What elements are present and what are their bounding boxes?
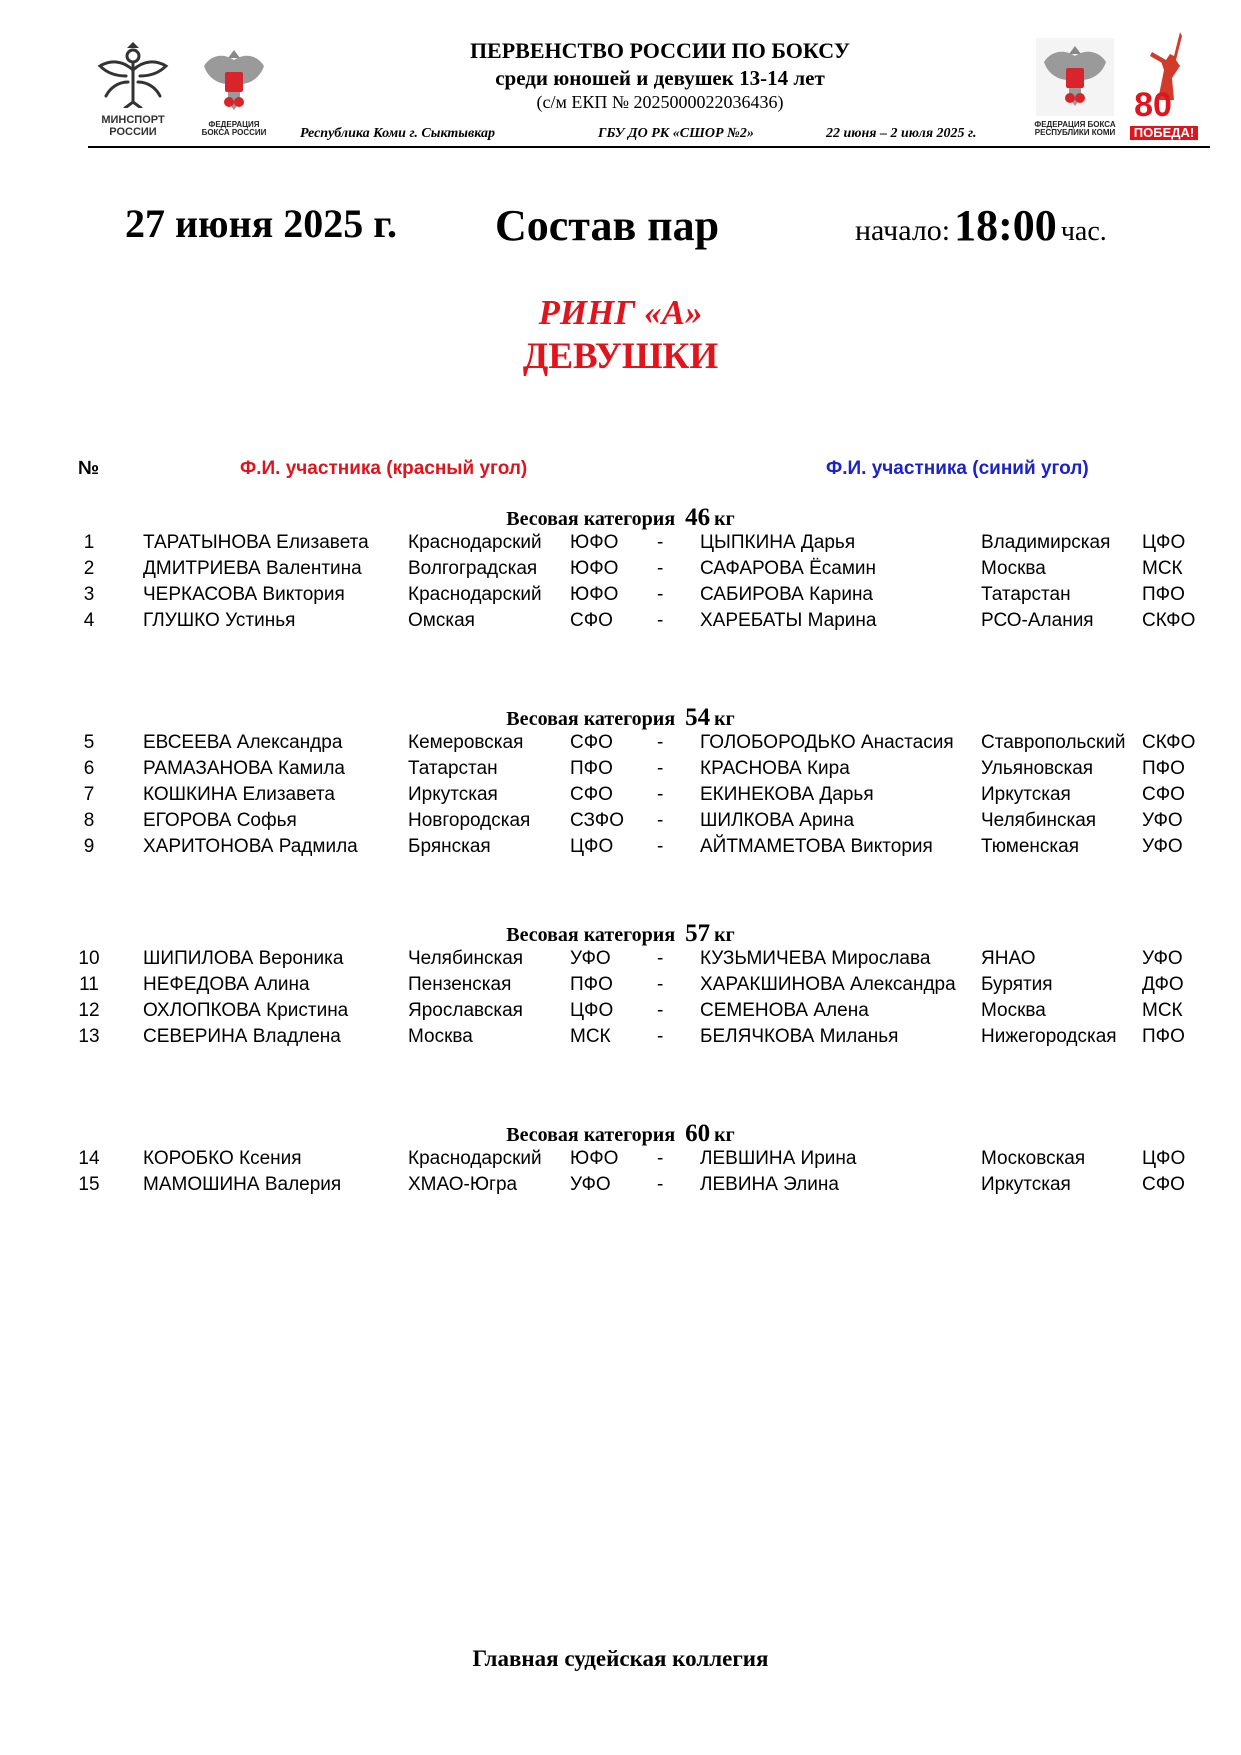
blue-district: ДФО (1142, 974, 1184, 995)
red-name: ЕГОРОВА Софья (143, 810, 297, 831)
red-name: ШИПИЛОВА Вероника (143, 948, 344, 969)
weight-unit: кг (714, 708, 735, 730)
blue-district: ПФО (1142, 758, 1185, 779)
red-region: Москва (408, 1026, 473, 1047)
weight-category-heading (0, 704, 1241, 732)
blue-district: МСК (1142, 1000, 1183, 1021)
minsport-logo (92, 42, 174, 138)
red-name: РАМАЗАНОВА Камила (143, 758, 345, 779)
bout-number: 3 (83, 584, 95, 605)
blue-name: ХАРАКШИНОВА Александра (700, 974, 956, 995)
blue-region: Владимирская (981, 532, 1111, 553)
vs-dash: - (657, 948, 664, 969)
red-name: КОШКИНА Елизавета (143, 784, 335, 805)
judging-panel-signature: Главная судейская коллегия (472, 1646, 769, 1671)
red-district: ЦФО (570, 836, 614, 857)
weight-value: 60 (685, 1120, 711, 1147)
vs-dash: - (657, 1026, 664, 1047)
komi-federation-eagle-icon (1036, 38, 1114, 116)
red-name: ГЛУШКО Устинья (143, 610, 296, 631)
blue-region: Москва (981, 558, 1046, 579)
start-label: начало: (855, 214, 951, 247)
weight-category-label: Весовая категория (506, 924, 676, 946)
bout-number: 2 (83, 558, 95, 579)
weight-category-heading (0, 504, 1241, 532)
blue-region: Москва (981, 1000, 1046, 1021)
vs-dash: - (657, 532, 664, 553)
red-name: НЕФЕДОВА Алина (143, 974, 310, 995)
blue-name: ШИЛКОВА Арина (700, 810, 855, 831)
red-name: ХАРИТОНОВА Радмила (143, 836, 358, 857)
vs-dash: - (657, 758, 664, 779)
blue-district: ЦФО (1142, 532, 1186, 553)
event-venue: ГБУ ДО РК «СШОР №2» (598, 126, 754, 141)
pair-row (0, 532, 1241, 558)
blue-district: УФО (1142, 836, 1183, 857)
pair-row (0, 732, 1241, 758)
blue-district: УФО (1142, 810, 1183, 831)
eagle-icon (92, 42, 174, 108)
blue-name: СЕМЕНОВА Алена (700, 1000, 869, 1021)
bout-number: 4 (83, 610, 95, 631)
blue-region: Челябинская (981, 810, 1097, 831)
weight-value: 46 (685, 504, 711, 531)
blue-name: АЙТМАМЕТОВА Виктория (700, 836, 933, 857)
red-district: СФО (570, 732, 613, 753)
blue-name: ХАРЕБАТЫ Марина (700, 610, 877, 631)
bout-number: 5 (83, 732, 95, 753)
weight-unit: кг (714, 924, 735, 946)
vs-dash: - (657, 558, 664, 579)
vs-dash: - (657, 732, 664, 753)
start-unit: час. (1060, 216, 1107, 247)
weight-value: 57 (685, 920, 711, 947)
event-subtitle: среди юношей и девушек 13-14 лет (495, 66, 825, 90)
blue-name: КУЗЬМИЧЕВА Мирослава (700, 948, 931, 969)
bout-number: 15 (78, 1174, 100, 1195)
red-region: Краснодарский (408, 1148, 542, 1169)
red-region: Новгородская (408, 810, 531, 831)
event-title: ПЕРВЕНСТВО РОССИИ ПО БОКСУ (469, 38, 851, 63)
column-header-number: № (78, 458, 100, 479)
red-district: СФО (570, 784, 613, 805)
red-district: СФО (570, 610, 613, 631)
blue-region: Московская (981, 1148, 1086, 1169)
red-district: УФО (570, 1174, 611, 1195)
red-region: Пензенская (408, 974, 512, 995)
bout-number: 14 (78, 1148, 100, 1169)
weight-category-heading (0, 1120, 1241, 1148)
blue-district: УФО (1142, 948, 1183, 969)
blue-name: ЛЕВШИНА Ирина (700, 1148, 857, 1169)
minsport-caption: МИНСПОРТ РОССИИ (101, 114, 165, 138)
blue-region: Татарстан (981, 584, 1071, 605)
blue-region: Тюменская (981, 836, 1080, 857)
red-region: ХМАО-Югра (408, 1174, 518, 1195)
vs-dash: - (657, 1174, 664, 1195)
fbk-caption: ФЕДЕРАЦИЯ БОКСА РЕСПУБЛИКИ КОМИ (1034, 120, 1116, 138)
red-district: ЮФО (570, 558, 619, 579)
pair-row (0, 584, 1241, 610)
red-region: Ярославская (408, 1000, 523, 1021)
red-district: ПФО (570, 974, 613, 995)
red-name: СЕВЕРИНА Владлена (143, 1026, 341, 1047)
blue-district: СФО (1142, 1174, 1185, 1195)
bout-number: 6 (83, 758, 95, 779)
blue-district: ПФО (1142, 584, 1185, 605)
start-time: 18:00 (954, 201, 1057, 250)
victory-number: 80 (1134, 86, 1172, 124)
federation-eagle-icon (198, 44, 270, 116)
vs-dash: - (657, 836, 664, 857)
blue-name: БЕЛЯЧКОВА Миланья (700, 1026, 899, 1047)
column-header-blue-corner: Ф.И. участника (синий угол) (826, 458, 1089, 479)
red-region: Иркутская (408, 784, 498, 805)
red-name: МАМОШИНА Валерия (143, 1174, 342, 1195)
vs-dash: - (657, 974, 664, 995)
pair-row (0, 974, 1241, 1000)
weight-unit: кг (714, 508, 735, 530)
blue-region: Иркутская (981, 1174, 1071, 1195)
pair-row (0, 1174, 1241, 1200)
red-region: Челябинская (408, 948, 524, 969)
blue-name: ГОЛОБОРОДЬКО Анастасия (700, 732, 954, 753)
pair-row (0, 610, 1241, 636)
header-divider (88, 146, 1210, 148)
fbr-caption: ФЕДЕРАЦИЯ БОКСА РОССИИ (201, 120, 267, 138)
weight-category-label: Весовая категория (506, 1124, 676, 1146)
blue-district: СКФО (1142, 732, 1196, 753)
event-location: Республика Коми г. Сыктывкар (300, 126, 496, 141)
pair-row (0, 784, 1241, 810)
ring-name: РИНГ «А» (538, 293, 703, 332)
red-name: ДМИТРИЕВА Валентина (143, 558, 362, 579)
red-district: ЮФО (570, 584, 619, 605)
vs-dash: - (657, 810, 664, 831)
red-district: СЗФО (570, 810, 624, 831)
blue-name: КРАСНОВА Кира (700, 758, 850, 779)
blue-region: РСО-Алания (981, 610, 1094, 631)
red-name: КОРОБКО Ксения (143, 1148, 302, 1169)
blue-name: САБИРОВА Карина (700, 584, 874, 605)
blue-district: СФО (1142, 784, 1185, 805)
bout-number: 9 (83, 836, 95, 857)
pair-row (0, 1148, 1241, 1174)
victory-logo (1130, 30, 1198, 142)
blue-district: ЦФО (1142, 1148, 1186, 1169)
vs-dash: - (657, 610, 664, 631)
pair-row (0, 1000, 1241, 1026)
ring-group: ДЕВУШКИ (522, 336, 719, 377)
fbr-logo (198, 44, 270, 138)
bout-number: 10 (78, 948, 100, 969)
event-dates: 22 июня – 2 июля 2025 г. (826, 126, 977, 141)
red-region: Омская (408, 610, 475, 631)
blue-region: Иркутская (981, 784, 1071, 805)
blue-region: Ставропольский (981, 732, 1126, 753)
red-district: ПФО (570, 758, 613, 779)
bout-number: 1 (83, 532, 95, 553)
blue-region: Бурятия (981, 974, 1053, 995)
bout-number: 12 (78, 1000, 100, 1021)
column-header-red-corner: Ф.И. участника (красный угол) (240, 458, 528, 479)
weight-unit: кг (714, 1124, 735, 1146)
bout-number: 7 (83, 784, 95, 805)
red-name: ТАРАТЫНОВА Елизавета (143, 532, 369, 553)
vs-dash: - (657, 1000, 664, 1021)
blue-district: ПФО (1142, 1026, 1185, 1047)
bout-number: 13 (78, 1026, 100, 1047)
blue-region: Нижегородская (981, 1026, 1117, 1047)
weight-category-label: Весовая категория (506, 508, 676, 530)
event-ekp: (с/м ЕКП № 2025000022036436) (536, 92, 784, 112)
bout-number: 11 (79, 974, 99, 995)
red-region: Краснодарский (408, 532, 542, 553)
pair-row (0, 1026, 1241, 1052)
start-time-block (855, 200, 1107, 251)
red-district: ЮФО (570, 1148, 619, 1169)
pair-row (0, 836, 1241, 862)
page-title: Состав пар (495, 201, 720, 250)
red-region: Кемеровская (408, 732, 524, 753)
red-district: ЦФО (570, 1000, 614, 1021)
pair-row (0, 810, 1241, 836)
weight-category-heading (0, 920, 1241, 948)
blue-region: Ульяновская (981, 758, 1094, 779)
blue-district: МСК (1142, 558, 1183, 579)
blue-name: ЕКИНЕКОВА Дарья (700, 784, 874, 805)
red-region: Волгоградская (408, 558, 538, 579)
red-district: МСК (570, 1026, 611, 1047)
vs-dash: - (657, 1148, 664, 1169)
red-district: ЮФО (570, 532, 619, 553)
bout-number: 8 (83, 810, 95, 831)
pair-row (0, 558, 1241, 584)
blue-district: СКФО (1142, 610, 1196, 631)
vs-dash: - (657, 584, 664, 605)
pair-row (0, 758, 1241, 784)
red-region: Краснодарский (408, 584, 542, 605)
red-region: Брянская (408, 836, 491, 857)
weight-category-label: Весовая категория (506, 708, 676, 730)
blue-name: ЦЫПКИНА Дарья (700, 532, 856, 553)
blue-name: ЛЕВИНА Элина (700, 1174, 839, 1195)
red-region: Татарстан (408, 758, 498, 779)
blue-name: САФАРОВА Ёсамин (700, 558, 876, 579)
pair-row (0, 948, 1241, 974)
blue-region: ЯНАО (981, 948, 1036, 969)
victory-word: ПОБЕДА! (1130, 126, 1198, 140)
bout-date: 27 июня 2025 г. (125, 201, 397, 246)
weight-value: 54 (685, 704, 711, 731)
fbk-logo (1036, 38, 1114, 138)
red-name: ЕВСЕЕВА Александра (143, 732, 343, 753)
red-name: ОХЛОПКОВА Кристина (143, 1000, 349, 1021)
red-district: УФО (570, 948, 611, 969)
vs-dash: - (657, 784, 664, 805)
red-name: ЧЕРКАСОВА Виктория (143, 584, 345, 605)
